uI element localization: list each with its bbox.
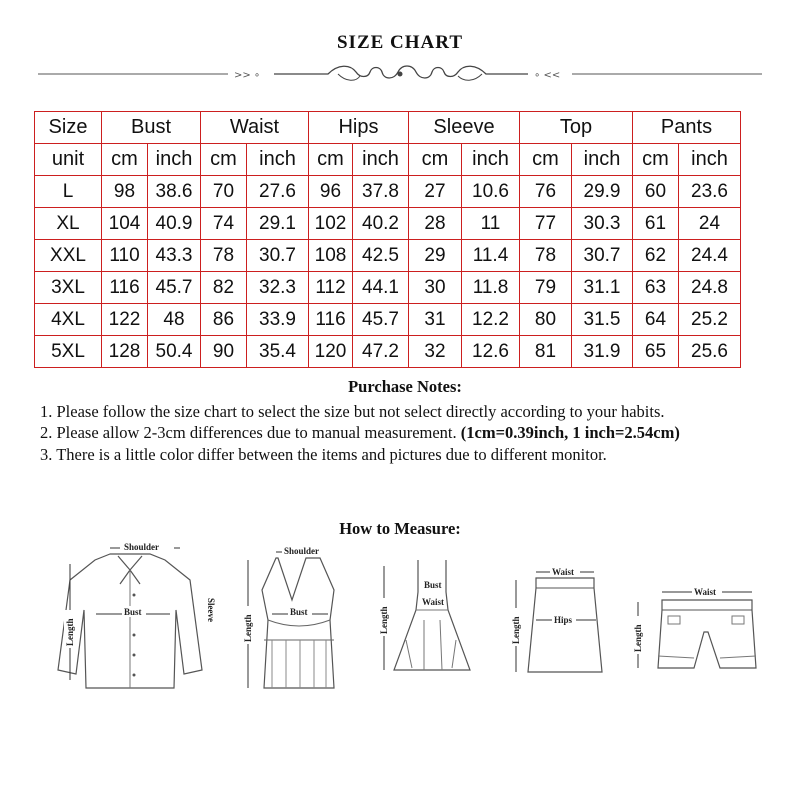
value-cell: 10.6 <box>462 176 520 208</box>
skirt-diagram <box>496 540 616 695</box>
value-cell: 11.4 <box>462 240 520 272</box>
note-2-conversion: (1cm=0.39inch, 1 inch=2.54cm) <box>460 423 680 442</box>
label-length: Length <box>511 616 521 644</box>
value-cell: 31.1 <box>572 272 633 304</box>
size-cell: 3XL <box>35 272 102 304</box>
dress-diagram <box>372 540 482 695</box>
value-cell: 30 <box>409 272 462 304</box>
size-cell: L <box>35 176 102 208</box>
value-cell: 61 <box>633 208 679 240</box>
size-cell: XL <box>35 208 102 240</box>
value-cell: 60 <box>633 176 679 208</box>
value-cell: 35.4 <box>247 336 309 368</box>
value-cell: 44.1 <box>353 272 409 304</box>
value-cell: 45.7 <box>148 272 201 304</box>
value-cell: 62 <box>633 240 679 272</box>
value-cell: 32.3 <box>247 272 309 304</box>
value-cell: 30.7 <box>572 240 633 272</box>
label-waist: Waist <box>422 597 445 607</box>
table-row <box>35 208 741 240</box>
value-cell: 50.4 <box>148 336 201 368</box>
table-unit-row <box>35 144 741 176</box>
unit-cell: inch <box>572 144 633 176</box>
value-cell: 120 <box>309 336 353 368</box>
value-cell: 29 <box>409 240 462 272</box>
value-cell: 23.6 <box>679 176 741 208</box>
value-cell: 116 <box>102 272 148 304</box>
value-cell: 74 <box>201 208 247 240</box>
value-cell: 104 <box>102 208 148 240</box>
value-cell: 27 <box>409 176 462 208</box>
svg-text:∘ <<: ∘ << <box>534 70 561 81</box>
header-sleeve: Sleeve <box>409 112 520 144</box>
table-header-row <box>35 112 741 144</box>
label-shoulder: Shoulder <box>124 542 160 552</box>
title-ornament <box>38 60 762 88</box>
value-cell: 98 <box>102 176 148 208</box>
header-hips: Hips <box>309 112 409 144</box>
header-waist: Waist <box>201 112 309 144</box>
value-cell: 24 <box>679 208 741 240</box>
svg-text:>> ∘: >> ∘ <box>234 70 261 81</box>
header-top: Top <box>520 112 633 144</box>
value-cell: 65 <box>633 336 679 368</box>
label-length: Length <box>633 624 643 652</box>
value-cell: 110 <box>102 240 148 272</box>
unit-cell: cm <box>633 144 679 176</box>
label-bust: Bust <box>290 607 308 617</box>
value-cell: 32 <box>409 336 462 368</box>
unit-cell: cm <box>201 144 247 176</box>
note-2 <box>40 422 770 444</box>
value-cell: 96 <box>309 176 353 208</box>
unit-cell: inch <box>247 144 309 176</box>
value-cell: 64 <box>633 304 679 336</box>
header-pants: Pants <box>633 112 741 144</box>
value-cell: 30.3 <box>572 208 633 240</box>
notes-title: Purchase Notes: <box>348 377 462 396</box>
value-cell: 38.6 <box>148 176 201 208</box>
value-cell: 78 <box>520 240 572 272</box>
value-cell: 33.9 <box>247 304 309 336</box>
value-cell: 29.9 <box>572 176 633 208</box>
unit-cell: inch <box>679 144 741 176</box>
value-cell: 31.5 <box>572 304 633 336</box>
label-sleeve: Sleeve <box>206 598 216 622</box>
label-shoulder: Shoulder <box>284 546 320 556</box>
note-2-text: 2. Please allow 2-3cm differences due to manual measurement. <box>40 423 461 442</box>
value-cell: 27.6 <box>247 176 309 208</box>
header-bust: Bust <box>102 112 201 144</box>
table-row <box>35 240 741 272</box>
how-to-measure-title: How to Measure: <box>339 519 461 538</box>
unit-cell: inch <box>148 144 201 176</box>
label-length: Length <box>379 606 389 634</box>
value-cell: 116 <box>309 304 353 336</box>
value-cell: 40.2 <box>353 208 409 240</box>
label-bust: Bust <box>424 580 442 590</box>
label-waist: Waist <box>694 587 717 597</box>
value-cell: 31.9 <box>572 336 633 368</box>
value-cell: 12.2 <box>462 304 520 336</box>
value-cell: 43.3 <box>148 240 201 272</box>
unit-label: unit <box>35 144 102 176</box>
value-cell: 37.8 <box>353 176 409 208</box>
size-table <box>34 111 741 368</box>
note-1: 1. Please follow the size chart to select the size but not select directly according to your habits. <box>40 401 665 421</box>
table-row <box>35 176 741 208</box>
shorts-diagram <box>628 540 768 695</box>
value-cell: 45.7 <box>353 304 409 336</box>
table-row <box>35 336 741 368</box>
unit-cell: cm <box>102 144 148 176</box>
size-cell: 5XL <box>35 336 102 368</box>
value-cell: 25.6 <box>679 336 741 368</box>
header-size: Size <box>35 112 102 144</box>
value-cell: 122 <box>102 304 148 336</box>
value-cell: 76 <box>520 176 572 208</box>
value-cell: 90 <box>201 336 247 368</box>
unit-cell: inch <box>462 144 520 176</box>
value-cell: 42.5 <box>353 240 409 272</box>
value-cell: 40.9 <box>148 208 201 240</box>
value-cell: 30.7 <box>247 240 309 272</box>
value-cell: 80 <box>520 304 572 336</box>
value-cell: 63 <box>633 272 679 304</box>
label-length: Length <box>65 618 75 646</box>
value-cell: 24.4 <box>679 240 741 272</box>
value-cell: 29.1 <box>247 208 309 240</box>
label-bust: Bust <box>124 607 142 617</box>
label-hips: Hips <box>554 615 573 625</box>
value-cell: 86 <box>201 304 247 336</box>
page-title: SIZE CHART <box>336 32 463 53</box>
value-cell: 79 <box>520 272 572 304</box>
value-cell: 81 <box>520 336 572 368</box>
value-cell: 112 <box>309 272 353 304</box>
table-row <box>35 304 741 336</box>
value-cell: 48 <box>148 304 201 336</box>
value-cell: 28 <box>409 208 462 240</box>
value-cell: 12.6 <box>462 336 520 368</box>
size-cell: 4XL <box>35 304 102 336</box>
size-cell: XXL <box>35 240 102 272</box>
value-cell: 31 <box>409 304 462 336</box>
unit-cell: cm <box>309 144 353 176</box>
unit-cell: cm <box>520 144 572 176</box>
value-cell: 77 <box>520 208 572 240</box>
unit-cell: cm <box>409 144 462 176</box>
label-waist: Waist <box>552 567 575 577</box>
value-cell: 82 <box>201 272 247 304</box>
value-cell: 102 <box>309 208 353 240</box>
purchase-notes <box>40 376 770 465</box>
unit-cell: inch <box>353 144 409 176</box>
value-cell: 11 <box>462 208 520 240</box>
table-row <box>35 272 741 304</box>
value-cell: 108 <box>309 240 353 272</box>
value-cell: 24.8 <box>679 272 741 304</box>
note-3: 3. There is a little color differ between the items and pictures due to different monitor. <box>40 444 607 464</box>
label-length: Length <box>243 614 253 642</box>
value-cell: 78 <box>201 240 247 272</box>
blouse-diagram <box>40 540 225 695</box>
value-cell: 128 <box>102 336 148 368</box>
tank-top-diagram <box>234 540 364 695</box>
value-cell: 11.8 <box>462 272 520 304</box>
value-cell: 70 <box>201 176 247 208</box>
value-cell: 47.2 <box>353 336 409 368</box>
value-cell: 25.2 <box>679 304 741 336</box>
